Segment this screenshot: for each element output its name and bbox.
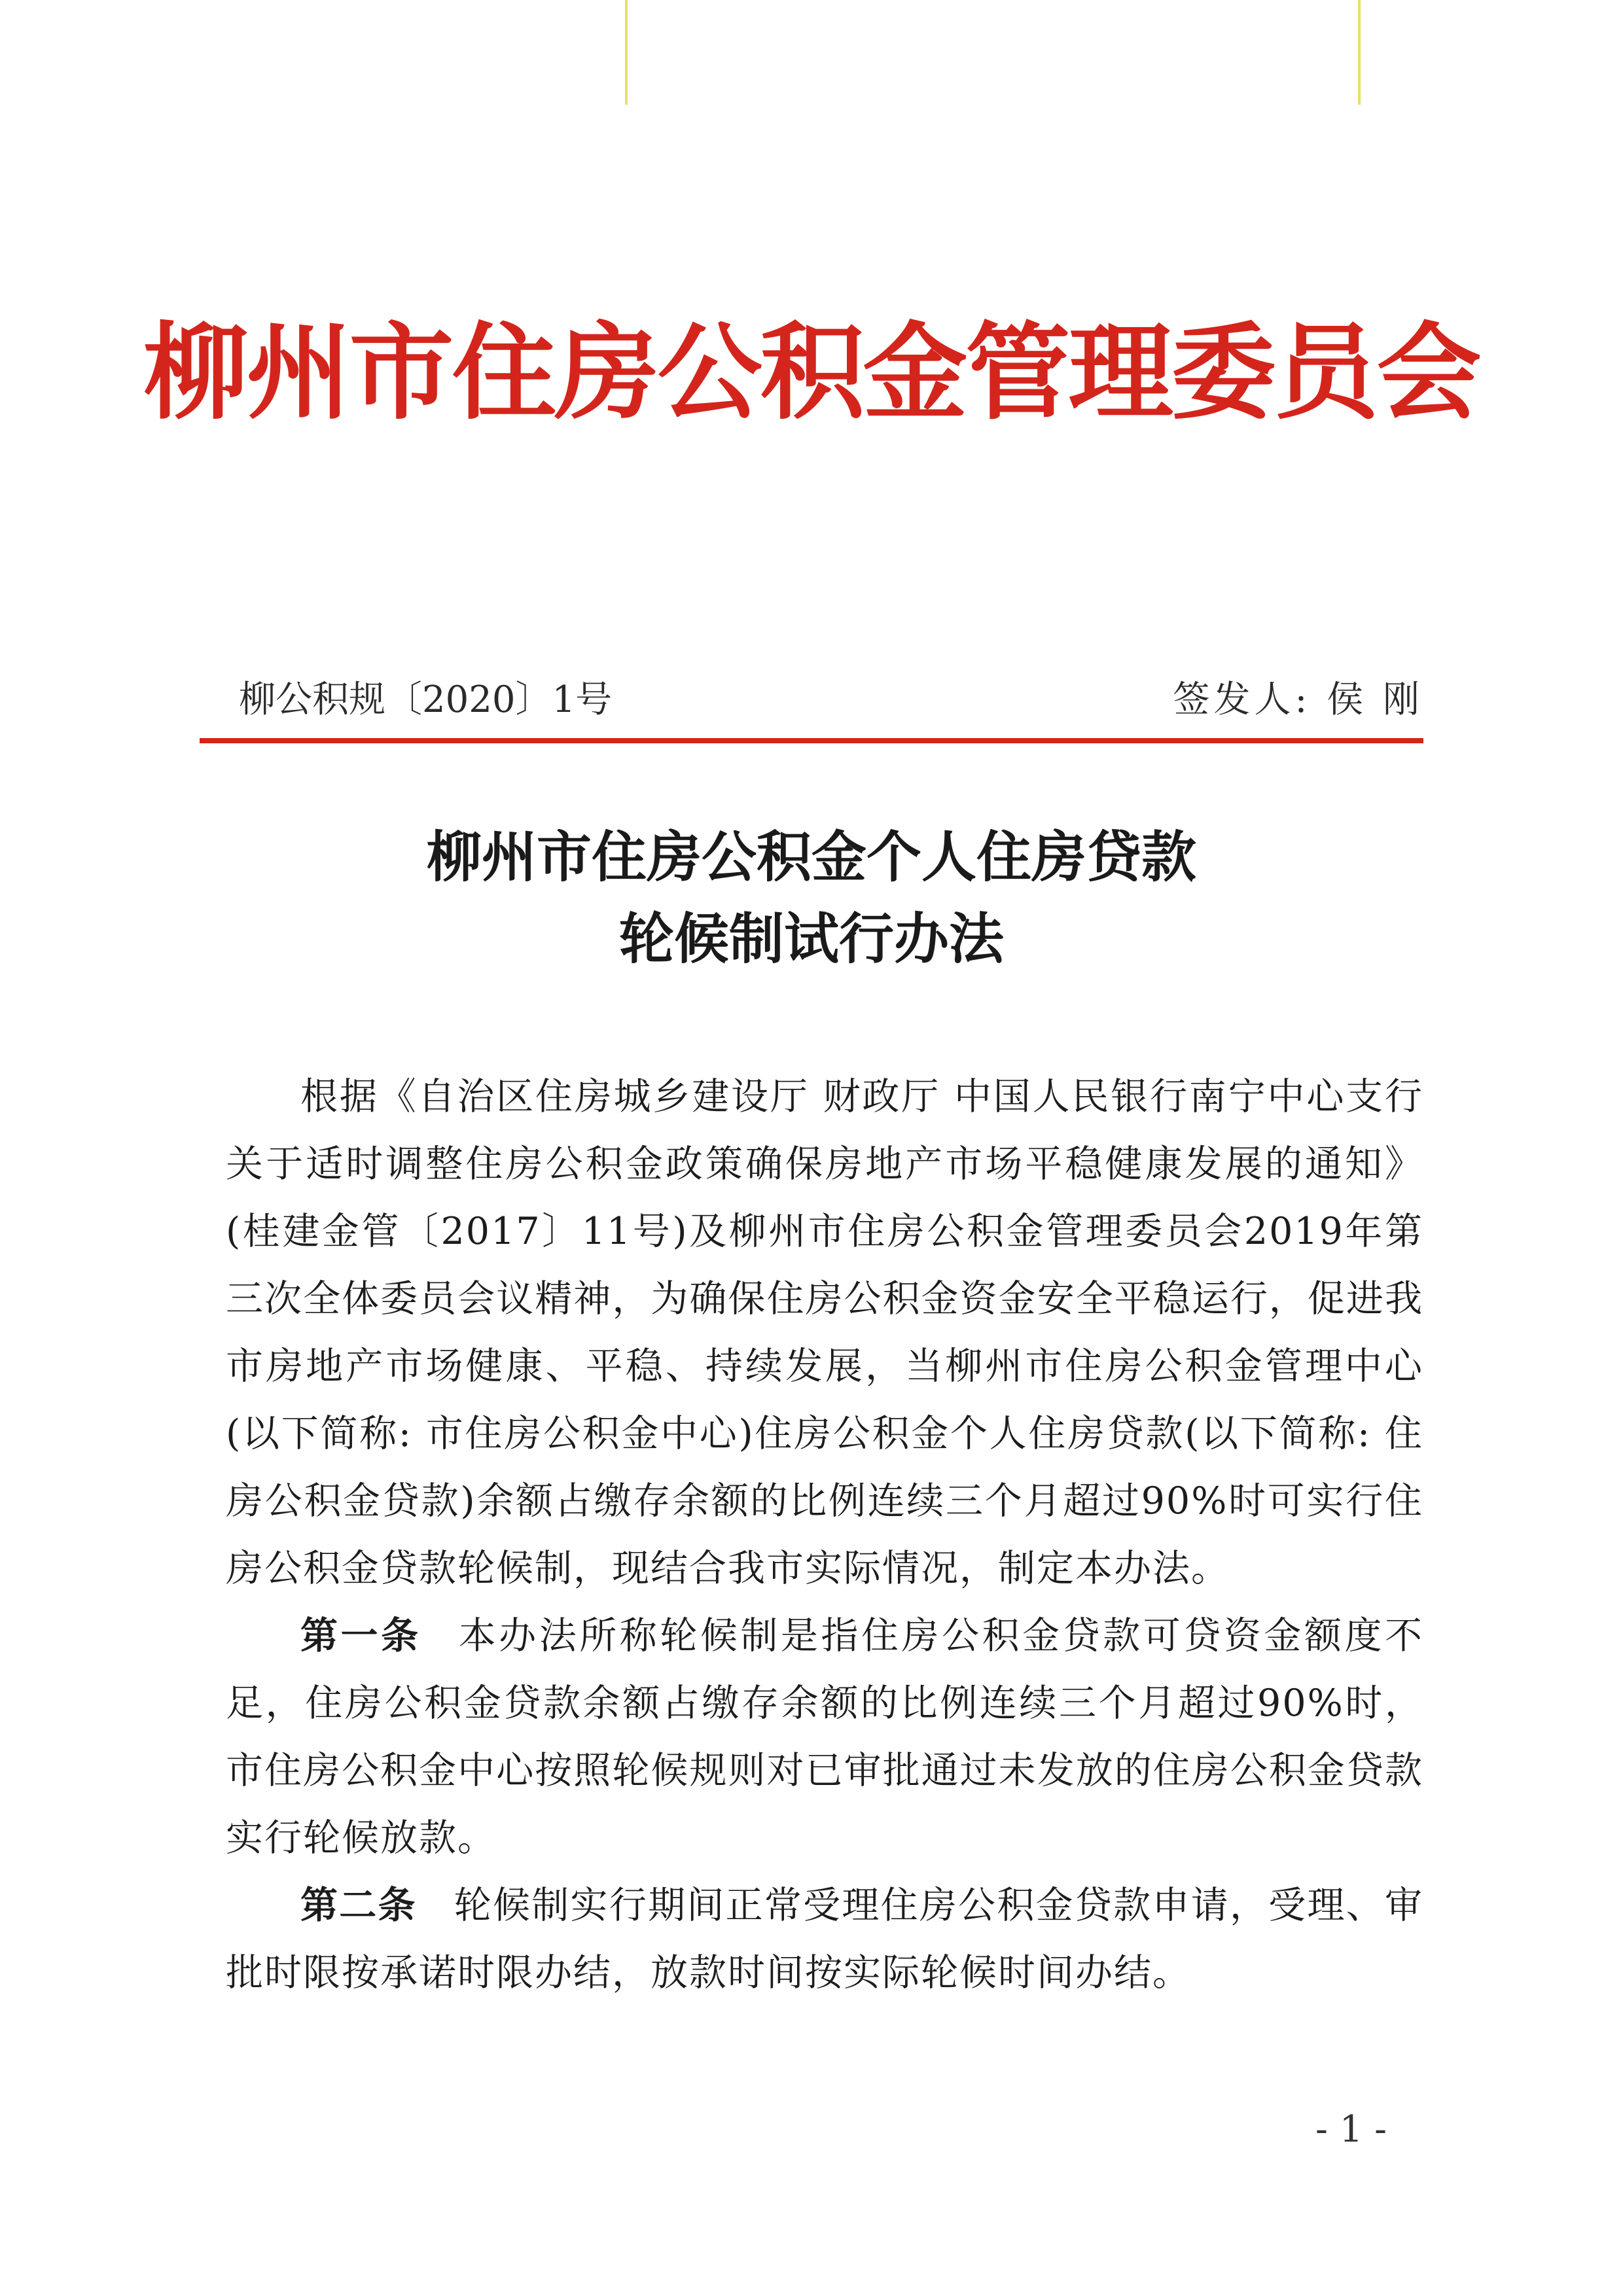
- article-paragraph: [226, 1602, 1423, 1872]
- scan-edge-mark: [1358, 0, 1361, 105]
- red-divider-rule: [200, 738, 1423, 743]
- document-title-line-1: 柳州市住房公积金个人住房贷款: [426, 825, 1196, 889]
- paragraph-text: 根据《自治区住房城乡建设厅 财政厅 中国人民银行南宁中心支行关于适时调整住房公积金政策确保房地产市场平稳健康发展的通知》(桂建金管〔2017〕11号)及柳州市住房公积金管理委员会2019年第三次全体委员会议精神，为确保住房公积金资金安全平稳运行，促进我市房地产市场健康、平稳、持续发展，当柳州市住房公积金管理中心(以下简称: 市住房公积金中心)住房公积金个人住房贷款(以下简称: 住房公积金贷款)余额占缴存余额的比例连续三个月超过90%时可实行住房公积金贷款轮候制，现结合我市实际情况，制定本办法。: [226, 1075, 1423, 1590]
- article-paragraph: [226, 1872, 1423, 2007]
- document-title-line-2: 轮候制试行办法: [618, 907, 1004, 971]
- document-number: 柳公积规〔2020〕1号: [239, 679, 613, 721]
- article-label: 第一条: [300, 1614, 421, 1657]
- paragraph-text: 本办法所称轮候制是指住房公积金贷款可贷资金额度不足，住房公积金贷款余额占缴存余额的比例连续三个月超过90%时，市住房公积金中心按照轮候规则对已审批通过未发放的住房公积金贷款实行轮候放款。: [226, 1614, 1424, 1860]
- issuer-header: 柳州市住房公积金管理委员会: [143, 311, 1480, 434]
- article-label: 第二条: [300, 1884, 417, 1927]
- scan-edge-mark: [625, 0, 628, 105]
- page-number: - 1 -: [1315, 2108, 1387, 2151]
- signer: 签发人: 侯 刚: [1173, 679, 1423, 721]
- preamble-paragraph: [226, 1063, 1423, 1602]
- issue-info-row: [232, 667, 1423, 733]
- document-body: [226, 1063, 1423, 2007]
- paragraph-text: 轮候制实行期间正常受理住房公积金贷款申请，受理、审批时限按承诺时限办结，放款时间按实际轮候时间办结。: [226, 1884, 1424, 1994]
